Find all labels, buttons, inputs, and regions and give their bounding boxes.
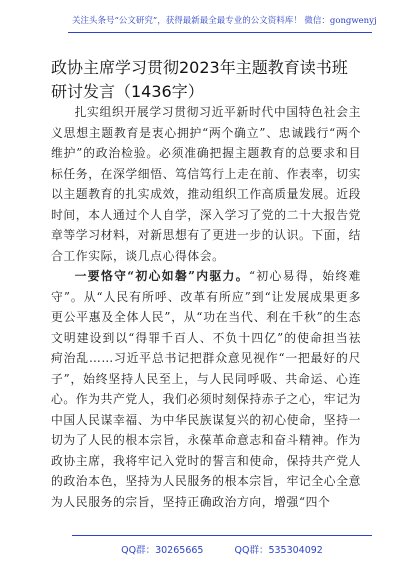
header-banner: 关注头条号“公文研究”，获得最新最全最专业的公文资料库！ 微信：gongwenyj (72, 16, 377, 26)
paragraph-intro-text: 扎实组织开展学习贯彻习近平新时代中国特色社会主义思想主题教育是衷心拥护“两个确立”、忠诚践行“两个维护”的政治检验。必须准确把握主题教育的总要求和目标任务，在深学细悟、笃信笃行上走在前、作表率，切实以主题教育的扎实成效，推动组织工作高质量发展。近段时间，本人通过个人自学，深入学习了党的二十大报告党章等学习材料，对新思想有了更进一步的认识。下面，结合工作实际，谈几点心得体会。 (51, 105, 361, 263)
document-body (51, 102, 361, 512)
paragraph-intro (51, 102, 361, 266)
header-divider (68, 32, 372, 33)
footer (72, 542, 372, 556)
paragraph-point-one-text: “初心易得，始终难守”。从“人民有所呼、改革有所应”到“让发展成果更多更公平惠及全体人民”，从“功在当代、利在千秋”的生态文明建设到以“得罪千百人、不负十四亿”的使命担当祛疴治乱……习近平总书记把群众意见视作“一把最好的尺子”，始终坚持人民至上，与人民同呼吸、共命运、心连心。作为共产党人，我们必须时刻保持赤子之心，牢记为中国人民谋幸福、为中华民族谋复兴的初心使命，坚持一切为了人民的根本宗旨，永葆革命意志和奋斗精神。作为政协主席，我将牢记入党时的誓言和使命，保持共产党人的政治本色，坚持为人民服务的根本宗旨，牢记全心全意为人民服务的宗旨，坚持正确政治方向，增强“四个 (51, 269, 361, 509)
paragraph-point-one (51, 266, 361, 512)
document-title: 政协主席学习贯彻2023年主题教育读书班研讨发言（1436字） (51, 58, 348, 101)
footer-qq-group-1: QQ群：30265665 (121, 545, 204, 556)
footer-qq-group-2: QQ群：535304092 (234, 545, 323, 556)
footer-divider (72, 535, 372, 536)
paragraph-point-one-heading: 一要恪守“初心如磐”内驱力。 (74, 269, 249, 283)
